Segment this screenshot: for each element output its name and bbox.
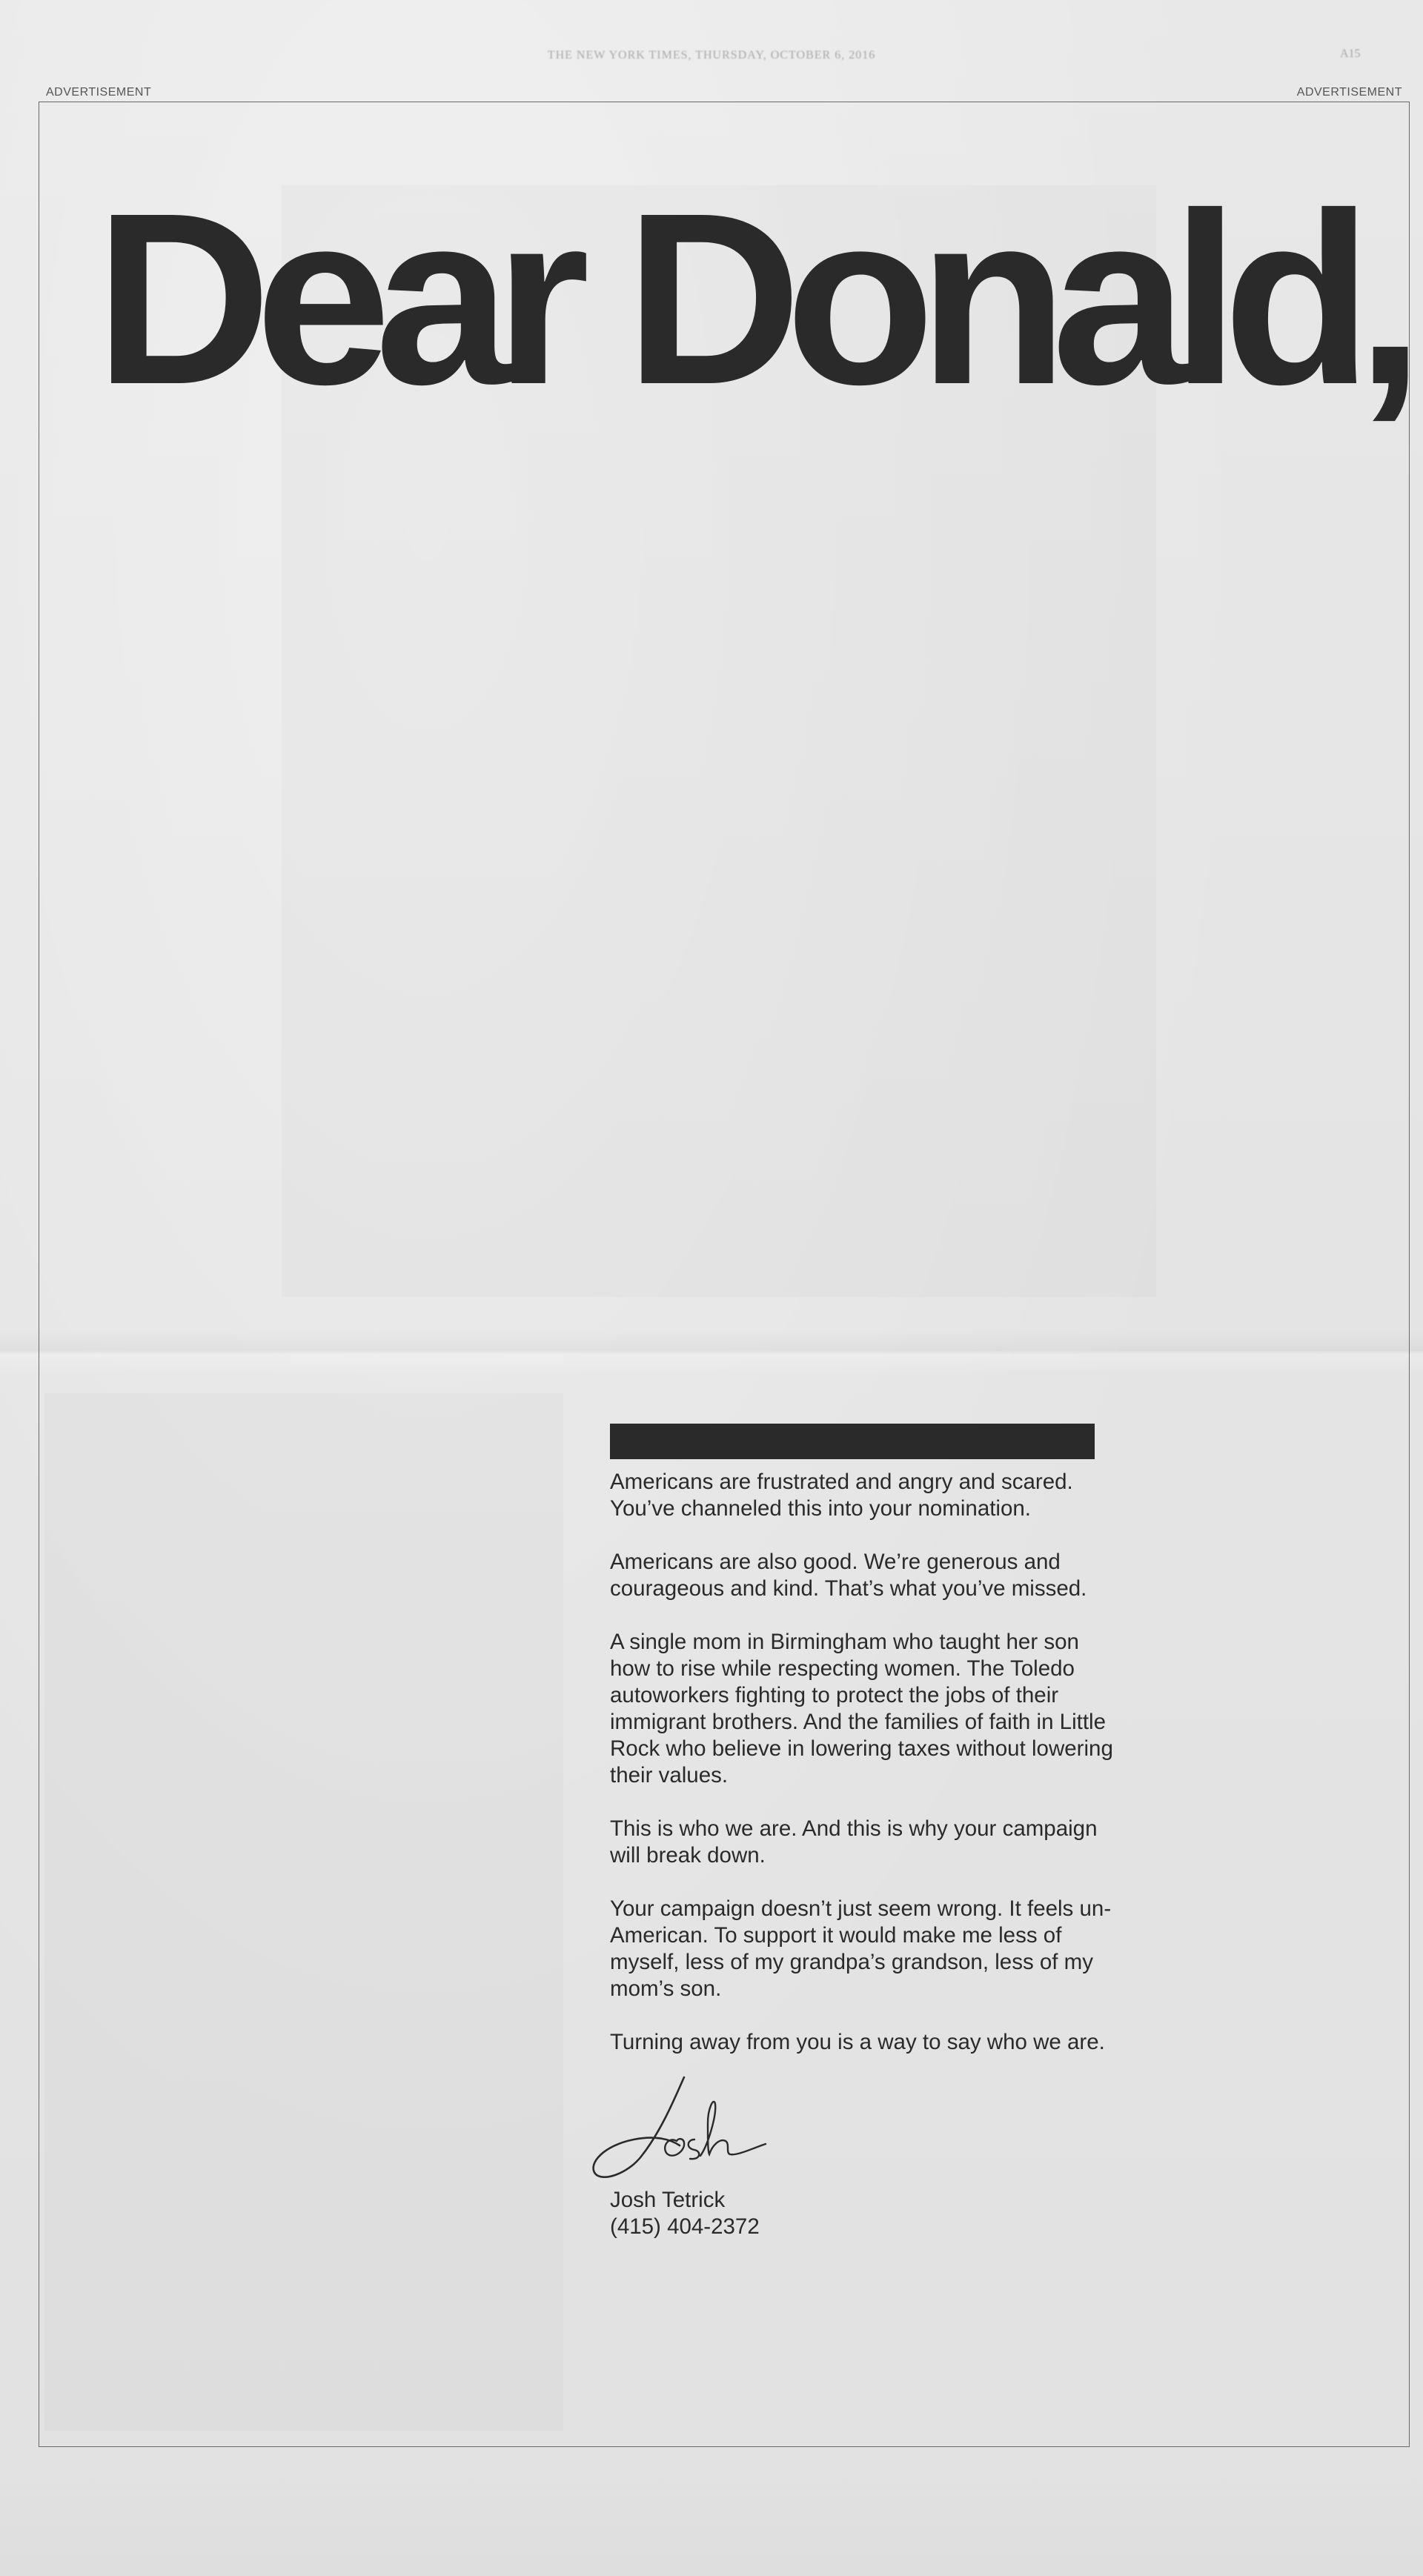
headline: Dear Donald, xyxy=(95,162,1408,435)
letter-paragraph: This is who we are. And this is why your campaign will break down. xyxy=(610,1816,1098,1868)
letter-paragraph: Americans are frustrated and angry and scared. You’ve channeled this into your nomination. xyxy=(610,1470,1073,1521)
advertisement-label-right: ADVERTISEMENT xyxy=(1296,86,1402,99)
signer-phone: (415) 404-2372 xyxy=(610,2214,760,2239)
bottom-margin xyxy=(0,2453,1423,2576)
letter-paragraph: Americans are also good. We’re generous and courageous and kind. That’s what you’ve missed. xyxy=(610,1550,1087,1601)
signer-name: Josh Tetrick xyxy=(610,2188,726,2212)
handwritten-signature xyxy=(589,2071,774,2190)
letter-body xyxy=(610,1469,1114,2082)
advertisement-label-left: ADVERTISEMENT xyxy=(46,86,152,99)
page-number: A15 xyxy=(1340,47,1361,60)
letter-paragraph: A single mom in Birmingham who taught her son how to rise while respecting women. The Toledo autoworkers fighting to protect the jobs of their immigrant brothers. And the families of faith in Little Rock who believe in lowering taxes without lowering their values. xyxy=(610,1630,1113,1787)
letter-paragraph: Turning away from you is a way to say who we are. xyxy=(610,2030,1105,2054)
black-rule-bar xyxy=(610,1424,1095,1459)
signature-block xyxy=(610,2187,760,2240)
masthead-line: THE NEW YORK TIMES, THURSDAY, OCTOBER 6, 2016 xyxy=(547,49,876,62)
letter-paragraph: Your campaign doesn’t just seem wrong. It feels un-American. To support it would make me less of myself, less of my grandpa’s grandson, less of my mom’s son. xyxy=(610,1896,1112,2001)
